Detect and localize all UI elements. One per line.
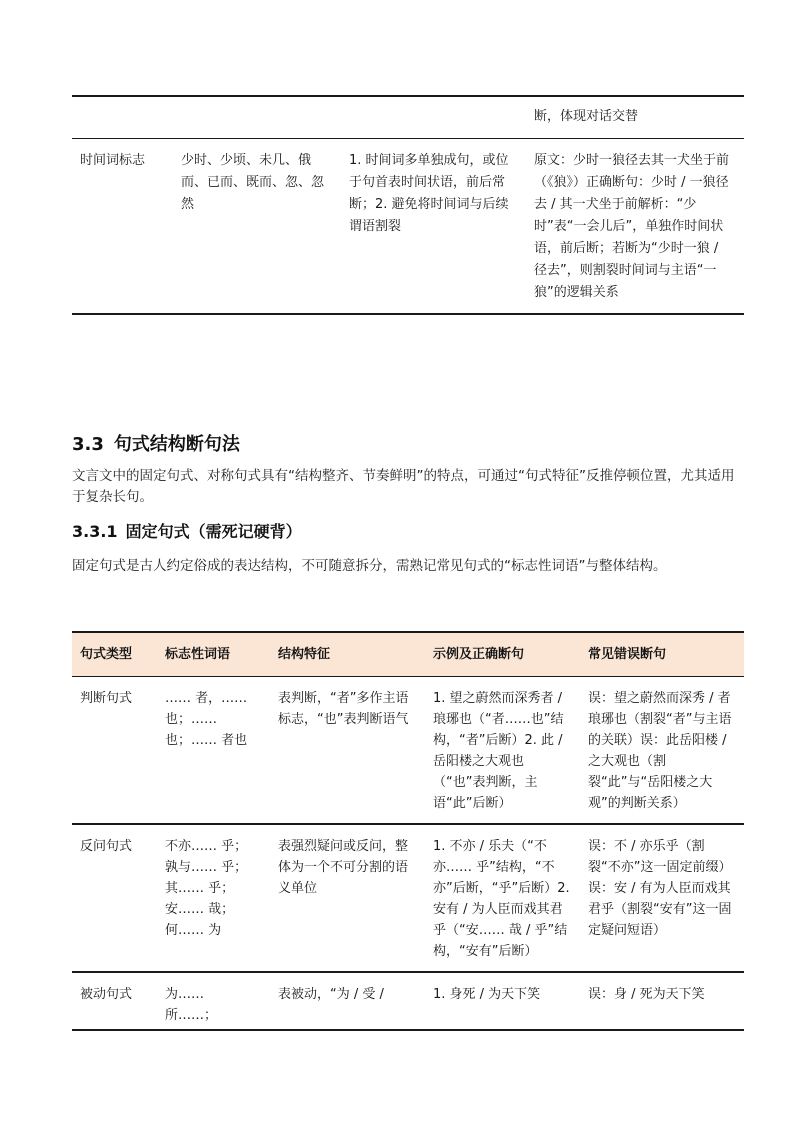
table-row bbox=[72, 677, 744, 825]
table-row bbox=[72, 972, 744, 1030]
subsection-title: 固定句式（需死记硬背） bbox=[125, 522, 302, 541]
cell-type: 被动句式 bbox=[72, 972, 157, 1030]
cell bbox=[341, 96, 526, 139]
table-row bbox=[72, 824, 744, 972]
table-row bbox=[72, 139, 744, 315]
cell-markers: 不亦…… 乎； 孰与…… 乎； 其…… 乎； 安…… 哉； 何…… 为 bbox=[157, 824, 270, 972]
cell-example: 1. 不亦 / 乐夫（“不亦…… 乎”结构，“不亦”后断，“乎”后断）2. 安有 / 为人臣而戏其君乎（“安…… 哉 / 乎”结构，“安有”后断） bbox=[425, 824, 580, 972]
cell-markers: …… 者，…… 也；…… 也；…… 者也 bbox=[157, 677, 270, 825]
section-title: 句式结构断句法 bbox=[113, 434, 240, 455]
section-heading bbox=[72, 432, 240, 458]
table-header-row bbox=[72, 632, 744, 677]
cell-error: 误：身 / 死为天下笑 bbox=[580, 972, 744, 1030]
subsection-number: 3.3.1 bbox=[72, 522, 118, 541]
cell-feature: 表被动，“为 / 受 / bbox=[270, 972, 425, 1030]
subsection-intro: 固定句式是古人约定俗成的表达结构，不可随意拆分，需熟记常见句式的“标志性词语”与整体结构。 bbox=[72, 558, 667, 574]
column-header: 结构特征 bbox=[270, 632, 425, 677]
cell-example: 1. 身死 / 为天下笑 bbox=[425, 972, 580, 1030]
cell bbox=[72, 96, 173, 139]
section-intro: 文言文中的固定句式、对称句式具有“结构整齐、节奏鲜明”的特点，可通过“句式特征”反推停顿位置，尤其适用于复杂长句。 bbox=[72, 468, 735, 505]
continuation-table bbox=[72, 95, 744, 315]
cell-type: 反问句式 bbox=[72, 824, 157, 972]
cell-example: 原文：少时一狼径去其一犬坐于前（《狼》）正确断句：少时 / 一狼径去 / 其一犬坐于前解析：“少时”表“一会儿后”，单独作时间状语，前后断；若断为“少时一狼 / 径去”，则割裂时间词与主语“一狼”的逻辑关系 bbox=[526, 139, 744, 315]
cell-markers: 少时、少顷、未几、俄而、已而、既而、忽、忽然 bbox=[173, 139, 341, 315]
cell-type: 时间词标志 bbox=[72, 139, 173, 315]
cell-error: 误：望之蔚然而深秀 / 者琅琊也（割裂“者”与主语的关联）误：此岳阳楼 / 之大观也（割裂“此”与“岳阳楼之大观”的判断关系） bbox=[580, 677, 744, 825]
cell-type: 判断句式 bbox=[72, 677, 157, 825]
cell bbox=[173, 96, 341, 139]
cell: 断，体现对话交替 bbox=[526, 96, 744, 139]
cell-rule: 1. 时间词多单独成句，或位于句首表时间状语，前后常断；2. 避免将时间词与后续谓语割裂 bbox=[341, 139, 526, 315]
column-header: 常见错误断句 bbox=[580, 632, 744, 677]
cell-feature: 表强烈疑问或反问，整体为一个不可分割的语义单位 bbox=[270, 824, 425, 972]
column-header: 示例及正确断句 bbox=[425, 632, 580, 677]
fixed-sentence-table bbox=[72, 631, 744, 1031]
subsection-heading bbox=[72, 520, 302, 544]
cell-example: 1. 望之蔚然而深秀者 / 琅琊也（“者……也”结构，“者”后断）2. 此 / 岳阳楼之大观也（“也”表判断，主语“此”后断） bbox=[425, 677, 580, 825]
column-header: 句式类型 bbox=[72, 632, 157, 677]
section-number: 3.3 bbox=[72, 434, 104, 455]
table-row bbox=[72, 96, 744, 139]
cell-feature: 表判断，“者”多作主语标志，“也”表判断语气 bbox=[270, 677, 425, 825]
column-header: 标志性词语 bbox=[157, 632, 270, 677]
cell-error: 误：不 / 亦乐乎（割裂“不亦”这一固定前缀）误：安 / 有为人臣而戏其君乎（割裂“安有”这一固定疑问短语） bbox=[580, 824, 744, 972]
cell-markers: 为…… 所……； bbox=[157, 972, 270, 1030]
